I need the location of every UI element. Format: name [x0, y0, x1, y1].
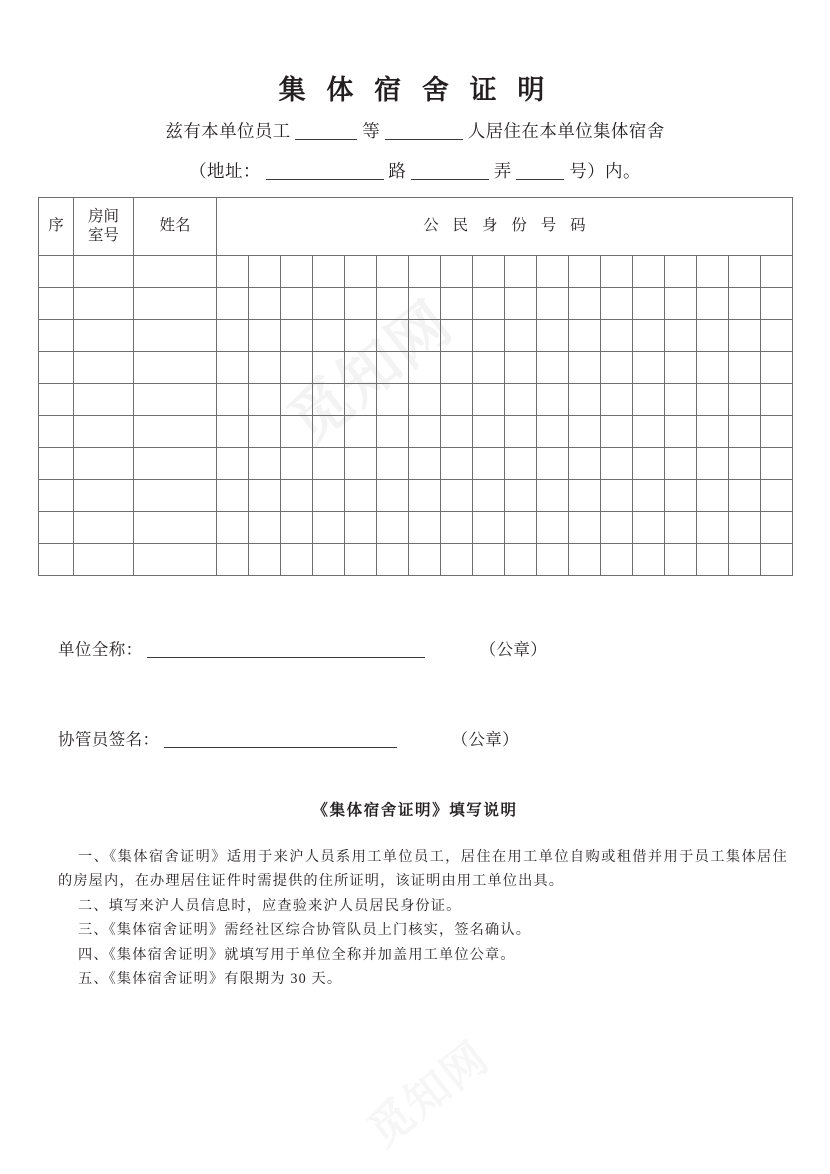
cell-id-digit[interactable]: [601, 448, 633, 480]
address-number-blank[interactable]: [516, 163, 564, 180]
cell-id-digit[interactable]: [569, 544, 601, 576]
cell-id-digit[interactable]: [217, 320, 249, 352]
cell-id-digit[interactable]: [633, 512, 665, 544]
cell-id-digit[interactable]: [281, 352, 313, 384]
cell-id-digit[interactable]: [697, 384, 729, 416]
cell-id-digit[interactable]: [569, 352, 601, 384]
cell-id-digit[interactable]: [441, 416, 473, 448]
cell-id-digit[interactable]: [473, 480, 505, 512]
cell-id-digit[interactable]: [761, 416, 793, 448]
cell-id-digit[interactable]: [697, 512, 729, 544]
cell-id-digit[interactable]: [441, 256, 473, 288]
cell-id-digit[interactable]: [217, 352, 249, 384]
cell-id-digit[interactable]: [409, 384, 441, 416]
cell-id-digit[interactable]: [217, 448, 249, 480]
cell-id-digit[interactable]: [441, 352, 473, 384]
cell-id-digit[interactable]: [377, 448, 409, 480]
cell-id-digit[interactable]: [729, 384, 761, 416]
watermark-bottom: [352, 1023, 500, 1158]
cell-id-digit[interactable]: [313, 384, 345, 416]
column-header-room: [74, 198, 134, 256]
cell-id-digit[interactable]: [569, 320, 601, 352]
instructions-title: 《集体宿舍证明》填写说明: [312, 802, 518, 819]
cell-id-digit[interactable]: [409, 320, 441, 352]
cell-id-digit[interactable]: [409, 256, 441, 288]
cell-id-digit[interactable]: [569, 480, 601, 512]
cell-id-digit[interactable]: [761, 544, 793, 576]
cell-seq[interactable]: [39, 256, 74, 288]
cell-id-digit[interactable]: [601, 384, 633, 416]
column-header-name: 姓名: [134, 198, 217, 256]
cell-id-digit[interactable]: [537, 256, 569, 288]
cell-id-digit[interactable]: [345, 352, 377, 384]
cell-id-digit[interactable]: [345, 416, 377, 448]
cell-id-digit[interactable]: [249, 256, 281, 288]
column-header-room-line2: 室号: [87, 226, 119, 244]
cell-id-digit[interactable]: [441, 320, 473, 352]
cell-id-digit[interactable]: [281, 480, 313, 512]
cell-id-digit[interactable]: [281, 320, 313, 352]
instruction-item: 五、《集体宿舍证明》有限期为 30 天。: [78, 971, 343, 988]
cell-id-digit[interactable]: [569, 512, 601, 544]
cell-room[interactable]: [74, 352, 134, 384]
agent-signature-input-line[interactable]: [164, 731, 397, 748]
cell-id-digit[interactable]: [441, 512, 473, 544]
cell-id-digit[interactable]: [633, 384, 665, 416]
cell-id-digit[interactable]: [345, 448, 377, 480]
address-label: （地址：: [189, 161, 261, 181]
cell-id-digit[interactable]: [537, 544, 569, 576]
cell-id-digit[interactable]: [505, 448, 537, 480]
intro-text-deng: 等: [362, 121, 381, 141]
agent-signature-label: 协管员签名：: [58, 730, 160, 749]
table-row: [39, 480, 793, 512]
cell-id-digit[interactable]: [217, 512, 249, 544]
person-count-blank[interactable]: [385, 123, 463, 140]
cell-id-digit[interactable]: [313, 480, 345, 512]
cell-id-digit[interactable]: [697, 448, 729, 480]
cell-id-digit[interactable]: [377, 480, 409, 512]
cell-id-digit[interactable]: [761, 384, 793, 416]
cell-id-digit[interactable]: [729, 448, 761, 480]
cell-id-digit[interactable]: [345, 480, 377, 512]
instruction-item: 三、《集体宿舍证明》需经社区综合协管队员上门核实，签名确认。: [78, 922, 532, 939]
cell-id-digit[interactable]: [601, 480, 633, 512]
cell-id-digit[interactable]: [473, 256, 505, 288]
cell-id-digit[interactable]: [473, 512, 505, 544]
cell-id-digit[interactable]: [313, 320, 345, 352]
cell-id-digit[interactable]: [377, 512, 409, 544]
table-row: [39, 512, 793, 544]
cell-id-digit[interactable]: [633, 416, 665, 448]
cell-id-digit[interactable]: [665, 544, 697, 576]
cell-id-digit[interactable]: [697, 416, 729, 448]
cell-id-digit[interactable]: [473, 544, 505, 576]
cell-seq[interactable]: [39, 480, 74, 512]
cell-id-digit[interactable]: [409, 448, 441, 480]
cell-id-digit[interactable]: [697, 544, 729, 576]
cell-id-digit[interactable]: [665, 416, 697, 448]
cell-id-digit[interactable]: [313, 352, 345, 384]
cell-seq[interactable]: [39, 448, 74, 480]
table-row: [39, 416, 793, 448]
cell-id-digit[interactable]: [217, 384, 249, 416]
agent-signature-row: [58, 726, 519, 750]
cell-name[interactable]: [134, 416, 217, 448]
cell-id-digit[interactable]: [473, 352, 505, 384]
cell-id-digit[interactable]: [505, 256, 537, 288]
intro-text-prefix: 兹有本单位员工: [165, 121, 291, 141]
cell-id-digit[interactable]: [313, 416, 345, 448]
cell-id-digit[interactable]: [601, 544, 633, 576]
address-suffix: 号）内。: [569, 161, 641, 181]
address-lane-blank[interactable]: [411, 163, 489, 180]
table-row: [39, 352, 793, 384]
instruction-item: 二、填写来沪人员信息时，应查验来沪人员居民身份证。: [78, 897, 462, 914]
cell-id-digit[interactable]: [729, 288, 761, 320]
cell-id-digit[interactable]: [537, 384, 569, 416]
cell-id-digit[interactable]: [697, 320, 729, 352]
table-header-row: [39, 198, 793, 256]
cell-id-digit[interactable]: [505, 544, 537, 576]
unit-seal-note: （公章）: [479, 640, 548, 659]
cell-id-digit[interactable]: [569, 384, 601, 416]
instruction-item: 四、《集体宿舍证明》就填写用于单位全称并加盖用工单位公章。: [78, 946, 516, 963]
cell-id-digit[interactable]: [633, 288, 665, 320]
cell-id-digit[interactable]: [601, 288, 633, 320]
cell-id-digit[interactable]: [537, 320, 569, 352]
cell-id-digit[interactable]: [441, 544, 473, 576]
cell-id-digit[interactable]: [761, 512, 793, 544]
cell-id-digit[interactable]: [473, 320, 505, 352]
cell-id-digit[interactable]: [761, 288, 793, 320]
residents-table-wrapper: [38, 197, 793, 576]
cell-id-digit[interactable]: [569, 288, 601, 320]
cell-id-digit[interactable]: [249, 544, 281, 576]
unit-name-label: 单位全称：: [58, 640, 143, 659]
cell-id-digit[interactable]: [761, 480, 793, 512]
cell-id-digit[interactable]: [345, 256, 377, 288]
cell-seq[interactable]: [39, 352, 74, 384]
cell-id-digit[interactable]: [281, 512, 313, 544]
cell-id-digit[interactable]: [217, 416, 249, 448]
cell-id-digit[interactable]: [217, 256, 249, 288]
cell-id-digit[interactable]: [665, 512, 697, 544]
cell-id-digit[interactable]: [505, 416, 537, 448]
cell-id-digit[interactable]: [729, 320, 761, 352]
cell-id-digit[interactable]: [697, 256, 729, 288]
table-row: [39, 256, 793, 288]
unit-name-signature-row: [58, 636, 547, 660]
cell-id-digit[interactable]: [217, 544, 249, 576]
cell-seq[interactable]: [39, 512, 74, 544]
residents-table: [38, 197, 793, 576]
table-head: [39, 198, 793, 256]
intro-text-suffix: 人居住在本单位集体宿舍: [467, 121, 665, 141]
cell-room[interactable]: [74, 288, 134, 320]
cell-room[interactable]: [74, 320, 134, 352]
cell-id-digit[interactable]: [697, 288, 729, 320]
cell-id-digit[interactable]: [345, 512, 377, 544]
cell-id-digit[interactable]: [441, 448, 473, 480]
instruction-item: 一、《集体宿舍证明》适用于来沪人员系用工单位员工，居住在用工单位自购或租借并用于员工集体居住的房屋内，在办理居住证件时需提供的住所证明，该证明由用工单位出具。: [58, 849, 788, 890]
cell-name[interactable]: [134, 320, 217, 352]
cell-name[interactable]: [134, 512, 217, 544]
address-lane-unit: 弄: [493, 161, 512, 181]
cell-id-digit[interactable]: [761, 320, 793, 352]
cell-id-digit[interactable]: [761, 448, 793, 480]
cell-id-digit[interactable]: [665, 480, 697, 512]
cell-id-digit[interactable]: [601, 416, 633, 448]
table-row: [39, 544, 793, 576]
cell-id-digit[interactable]: [473, 288, 505, 320]
cell-id-digit[interactable]: [249, 352, 281, 384]
cell-id-digit[interactable]: [633, 448, 665, 480]
cell-id-digit[interactable]: [409, 416, 441, 448]
cell-id-digit[interactable]: [313, 288, 345, 320]
cell-room[interactable]: [74, 512, 134, 544]
cell-id-digit[interactable]: [345, 288, 377, 320]
cell-id-digit[interactable]: [281, 256, 313, 288]
cell-id-digit[interactable]: [505, 288, 537, 320]
column-header-room-line1: 房间: [87, 208, 119, 226]
cell-id-digit[interactable]: [473, 448, 505, 480]
cell-name[interactable]: [134, 384, 217, 416]
cell-seq[interactable]: [39, 544, 74, 576]
cell-id-digit[interactable]: [537, 352, 569, 384]
cell-id-digit[interactable]: [377, 384, 409, 416]
cell-id-digit[interactable]: [729, 352, 761, 384]
cell-seq[interactable]: [39, 288, 74, 320]
cell-id-digit[interactable]: [537, 288, 569, 320]
cell-seq[interactable]: [39, 416, 74, 448]
cell-id-digit[interactable]: [409, 288, 441, 320]
cell-id-digit[interactable]: [281, 384, 313, 416]
cell-id-digit[interactable]: [217, 480, 249, 512]
cell-id-digit[interactable]: [281, 416, 313, 448]
cell-name[interactable]: [134, 352, 217, 384]
cell-id-digit[interactable]: [729, 544, 761, 576]
cell-id-digit[interactable]: [505, 384, 537, 416]
cell-id-digit[interactable]: [441, 288, 473, 320]
cell-id-digit[interactable]: [377, 544, 409, 576]
cell-room[interactable]: [74, 256, 134, 288]
cell-id-digit[interactable]: [409, 480, 441, 512]
cell-id-digit[interactable]: [409, 352, 441, 384]
cell-id-digit[interactable]: [537, 448, 569, 480]
cell-id-digit[interactable]: [601, 256, 633, 288]
column-header-seq: 序: [39, 198, 74, 256]
cell-name[interactable]: [134, 448, 217, 480]
cell-id-digit[interactable]: [537, 416, 569, 448]
cell-id-digit[interactable]: [505, 480, 537, 512]
cell-id-digit[interactable]: [377, 352, 409, 384]
employee-name-blank[interactable]: [295, 123, 357, 140]
cell-id-digit[interactable]: [537, 480, 569, 512]
cell-id-digit[interactable]: [249, 288, 281, 320]
cell-id-digit[interactable]: [345, 544, 377, 576]
cell-id-digit[interactable]: [697, 352, 729, 384]
cell-id-digit[interactable]: [313, 544, 345, 576]
page-title: 集 体 宿 舍 证 明: [278, 75, 552, 105]
cell-id-digit[interactable]: [729, 512, 761, 544]
cell-id-digit[interactable]: [505, 512, 537, 544]
cell-name[interactable]: [134, 256, 217, 288]
cell-id-digit[interactable]: [633, 256, 665, 288]
cell-id-digit[interactable]: [697, 480, 729, 512]
intro-line-address: [0, 158, 830, 183]
cell-id-digit[interactable]: [249, 320, 281, 352]
cell-id-digit[interactable]: [569, 448, 601, 480]
cell-id-digit[interactable]: [633, 352, 665, 384]
cell-id-digit[interactable]: [345, 320, 377, 352]
unit-name-input-line[interactable]: [147, 641, 425, 658]
address-road-unit: 路: [388, 161, 407, 181]
address-road-blank[interactable]: [266, 163, 384, 180]
cell-id-digit[interactable]: [601, 352, 633, 384]
cell-id-digit[interactable]: [633, 320, 665, 352]
cell-id-digit[interactable]: [281, 288, 313, 320]
cell-id-digit[interactable]: [665, 384, 697, 416]
cell-id-digit[interactable]: [441, 384, 473, 416]
cell-id-digit[interactable]: [505, 352, 537, 384]
cell-id-digit[interactable]: [473, 416, 505, 448]
cell-id-digit[interactable]: [729, 256, 761, 288]
cell-id-digit[interactable]: [633, 544, 665, 576]
table-row: [39, 288, 793, 320]
cell-id-digit[interactable]: [665, 352, 697, 384]
cell-id-digit[interactable]: [601, 320, 633, 352]
cell-id-digit[interactable]: [633, 480, 665, 512]
cell-room[interactable]: [74, 384, 134, 416]
cell-id-digit[interactable]: [537, 512, 569, 544]
cell-id-digit[interactable]: [377, 320, 409, 352]
cell-id-digit[interactable]: [569, 416, 601, 448]
cell-id-digit[interactable]: [665, 320, 697, 352]
cell-room[interactable]: [74, 416, 134, 448]
cell-id-digit[interactable]: [217, 288, 249, 320]
cell-id-digit[interactable]: [377, 288, 409, 320]
intro-line-employees: [0, 118, 830, 143]
cell-id-digit[interactable]: [377, 416, 409, 448]
cell-id-digit[interactable]: [761, 352, 793, 384]
cell-room[interactable]: [74, 480, 134, 512]
cell-name[interactable]: [134, 480, 217, 512]
agent-seal-note: （公章）: [451, 730, 520, 749]
cell-id-digit[interactable]: [249, 416, 281, 448]
cell-id-digit[interactable]: [729, 416, 761, 448]
cell-id-digit[interactable]: [281, 448, 313, 480]
cell-id-digit[interactable]: [761, 256, 793, 288]
cell-id-digit[interactable]: [345, 384, 377, 416]
cell-room[interactable]: [74, 448, 134, 480]
cell-id-digit[interactable]: [249, 384, 281, 416]
cell-id-digit[interactable]: [665, 288, 697, 320]
cell-id-digit[interactable]: [249, 448, 281, 480]
cell-room[interactable]: [74, 544, 134, 576]
cell-id-digit[interactable]: [665, 448, 697, 480]
cell-name[interactable]: [134, 544, 217, 576]
column-header-id-number: 公 民 身 份 号 码: [217, 198, 793, 256]
cell-seq[interactable]: [39, 384, 74, 416]
cell-id-digit[interactable]: [249, 480, 281, 512]
cell-id-digit[interactable]: [729, 480, 761, 512]
cell-id-digit[interactable]: [281, 544, 313, 576]
cell-seq[interactable]: [39, 320, 74, 352]
cell-id-digit[interactable]: [249, 512, 281, 544]
table-row: [39, 320, 793, 352]
cell-id-digit[interactable]: [409, 544, 441, 576]
cell-id-digit[interactable]: [665, 256, 697, 288]
cell-id-digit[interactable]: [313, 448, 345, 480]
cell-id-digit[interactable]: [313, 512, 345, 544]
table-row: [39, 448, 793, 480]
table-row: [39, 384, 793, 416]
cell-id-digit[interactable]: [377, 256, 409, 288]
cell-id-digit[interactable]: [409, 512, 441, 544]
cell-name[interactable]: [134, 288, 217, 320]
cell-id-digit[interactable]: [505, 320, 537, 352]
cell-id-digit[interactable]: [473, 384, 505, 416]
cell-id-digit[interactable]: [569, 256, 601, 288]
cell-id-digit[interactable]: [313, 256, 345, 288]
instructions-list: [58, 845, 788, 992]
cell-id-digit[interactable]: [601, 512, 633, 544]
cell-id-digit[interactable]: [441, 480, 473, 512]
table-body: [39, 256, 793, 576]
